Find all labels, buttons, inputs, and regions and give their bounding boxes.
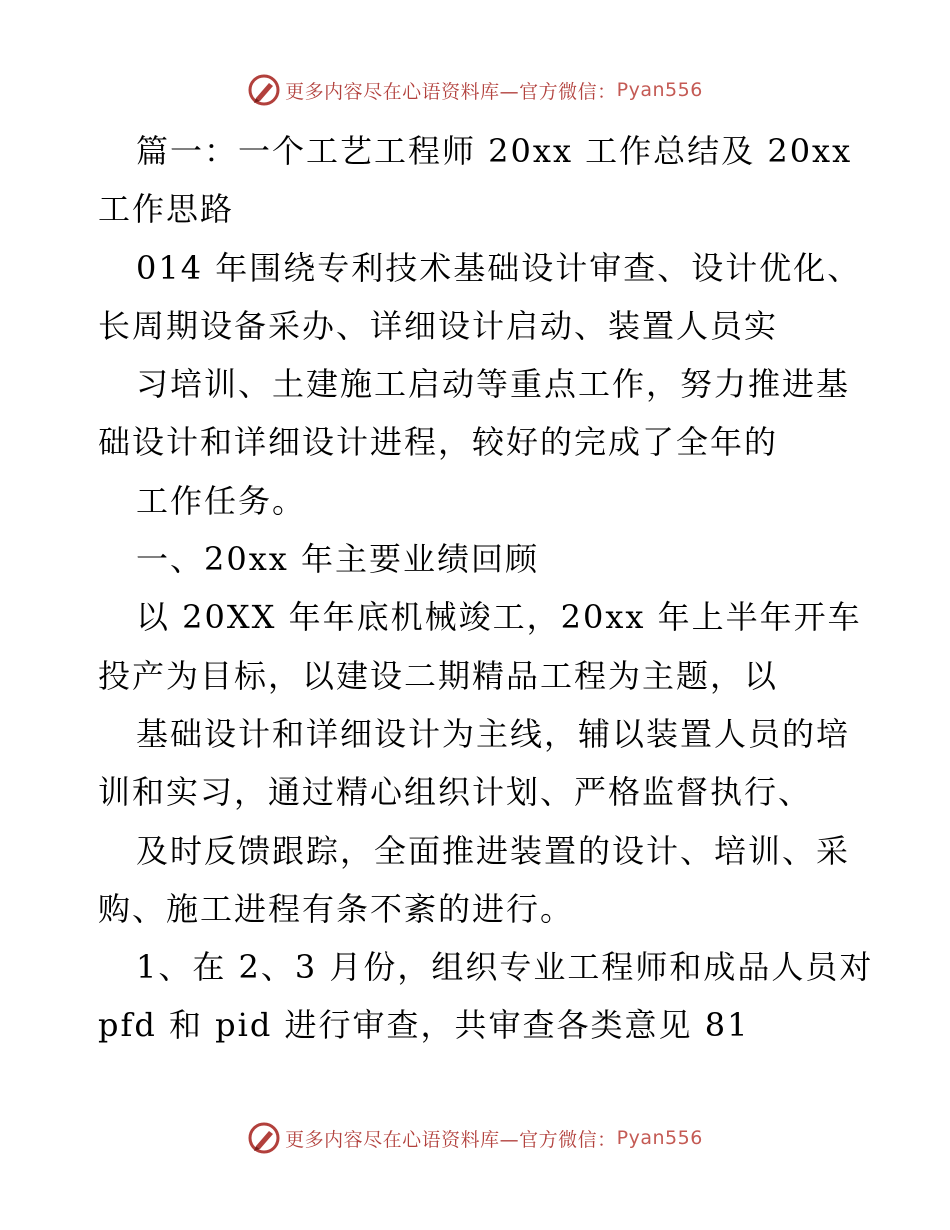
pen-logo-icon: [247, 1121, 281, 1155]
text-line: 一、20xx 年主要业绩回顾: [136, 540, 539, 579]
text-line: 014 年围绕专利技术基础设计审查、设计优化、: [136, 248, 862, 287]
text-line: 习培训、土建施工启动等重点工作，努力推进基: [136, 365, 851, 404]
text-line: 长周期设备采办、详细设计启动、装置人员实: [98, 306, 779, 345]
text-line: 1、在 2、3 月份，组织专业工程师和成品人员对: [136, 948, 874, 987]
text-line: 训和实习，通过精心组织计划、严格监督执行、: [98, 773, 813, 812]
watermark-text: 更多内容尽在心语资料库—官方微信：: [285, 80, 617, 103]
pen-logo-icon: [247, 73, 281, 107]
text-line: 投产为目标，以建设二期精品工程为主题，以: [98, 656, 779, 695]
watermark-wechat: Pyan556: [616, 79, 703, 101]
text-line: 础设计和详细设计进程，较好的完成了全年的: [98, 423, 779, 462]
text-line: 以 20XX 年年底机械竣工，20xx 年上半年开车: [136, 598, 862, 637]
watermark-text: 更多内容尽在心语资料库—官方微信：: [285, 1128, 617, 1151]
text-line: 工作任务。: [136, 481, 307, 520]
text-line: 工作思路: [98, 190, 235, 229]
text-line: pfd 和 pid 进行审查，共审查各类意见 81: [98, 1006, 750, 1045]
text-line: 购、施工进程有条不紊的进行。: [98, 889, 575, 928]
watermark-header: [0, 70, 950, 110]
document-body: [98, 122, 874, 1055]
watermark-wechat: Pyan556: [616, 1127, 703, 1149]
text-line: 篇一：一个工艺工程师 20xx 工作总结及 20xx: [136, 132, 853, 170]
text-line: 及时反馈跟踪，全面推进装置的设计、培训、采: [136, 831, 851, 870]
watermark-footer: [0, 1118, 950, 1158]
text-line: 基础设计和详细设计为主线，辅以装置人员的培: [136, 714, 851, 753]
